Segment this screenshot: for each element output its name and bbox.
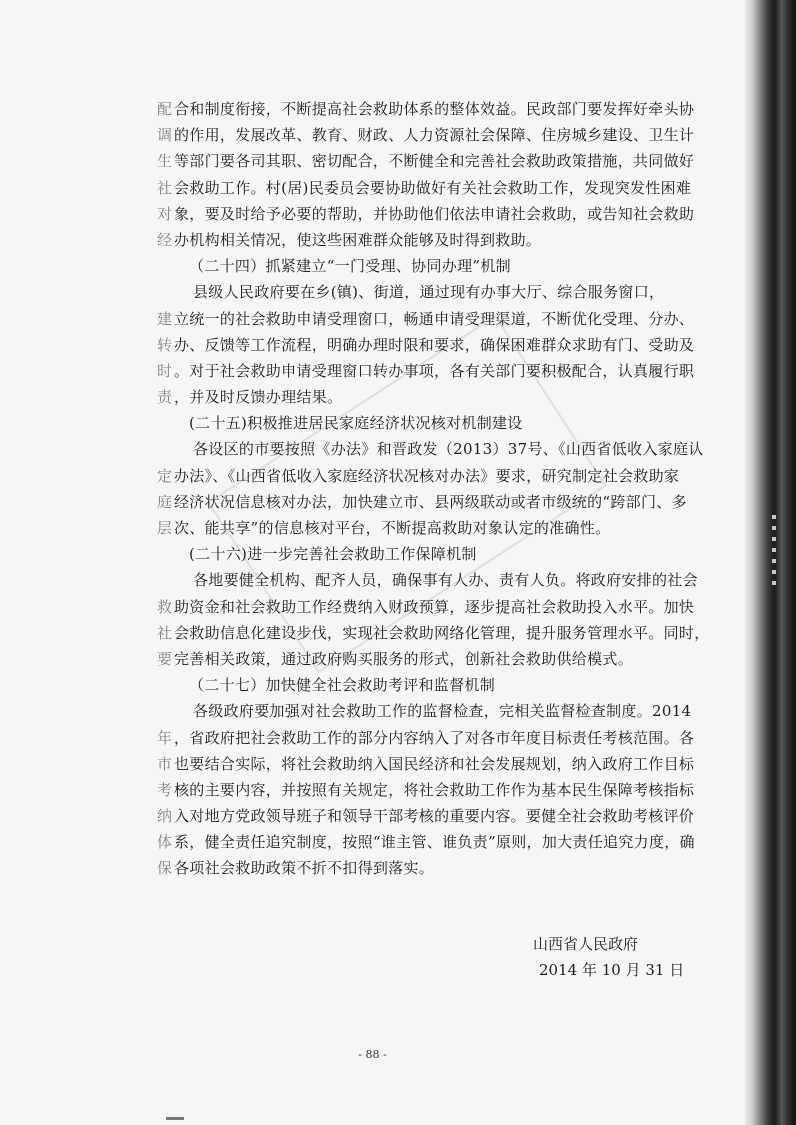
body-line [157, 855, 729, 881]
line-text: 各项社会救助政策不折不扣得到落实。 [174, 859, 435, 878]
line-text: 。对于社会救助申请受理窗口转办事项，各有关部门要积极配合，认真履行职 [174, 361, 695, 380]
body-line [157, 96, 729, 122]
body-line [157, 567, 729, 593]
line-text: 等部门要各司其职、密切配合，不断健全和完善社会救助政策措施，共同做好 [174, 152, 695, 171]
cropped-line-start: 转 [157, 335, 173, 354]
line-text: 经济状况信息核对办法，加快建立市、县两级联动或者市级统的“跨部门、多 [174, 492, 687, 511]
line-text: 象，要及时给予必要的帮助，并协助他们依法申请社会救助，或告知社会救助 [174, 204, 695, 223]
cropped-line-start: 经 [157, 230, 173, 249]
body-line [157, 594, 729, 620]
cropped-line-start: 时 [157, 361, 173, 380]
line-text: 各地要健全机构、配齐人员，确保事有人办、责有人负。将政府安排的社会 [193, 571, 698, 590]
line-text: 会救助工作。村(居)民委员会要协助做好有关社会救助工作，发现突发性困难 [174, 178, 692, 197]
cropped-line-start: 保 [157, 859, 173, 878]
cropped-line-start: 市 [157, 754, 173, 773]
body-line [157, 803, 729, 829]
document-body [157, 96, 729, 882]
body-line [157, 725, 729, 751]
cropped-line-start: 定 [157, 466, 173, 485]
cropped-line-start: 生 [157, 152, 173, 171]
cropped-line-start: 要 [157, 649, 173, 668]
cropped-line-start: 体 [157, 833, 173, 852]
cropped-line-start: 社 [157, 178, 173, 197]
cropped-line-start: 层 [157, 519, 173, 537]
body-line [157, 463, 729, 489]
line-text: 核的主要内容，并按照有关规定，将社会救助工作作为基本民生保障考核指标 [174, 780, 695, 799]
body-line [157, 358, 729, 384]
line-text: (二十五)积极推进居民家庭经济状况核对机制建设 [189, 414, 523, 433]
body-line [157, 279, 729, 305]
body-line [157, 646, 729, 672]
section-heading [157, 410, 729, 436]
body-line [157, 384, 729, 410]
line-text: 各设区的市要按照《办法》和晋政发（2013）37号、《山西省低收入家庭认 [193, 440, 704, 459]
section-heading [157, 672, 729, 698]
body-line [157, 306, 729, 332]
body-line [157, 332, 729, 358]
line-text: 办、反馈等工作流程，明确办理时限和要求，确保困难群众求助有门、受助及 [174, 335, 695, 354]
line-text: 次、能共享”的信息核对平台，不断提高救助对象认定的准确性。 [174, 519, 611, 537]
body-line [157, 698, 729, 724]
line-text: 办法》、《山西省低收入家庭经济状况核对办法》要求，研究制定社会救助家 [174, 466, 680, 485]
body-line [157, 829, 729, 855]
line-text: 的作用，发展改革、教育、财政、人力资源社会保障、住房城乡建设、卫生计 [174, 126, 695, 145]
cropped-line-start: 社 [157, 623, 173, 642]
line-text: 完善相关政策，通过政府购买服务的形式，创新社会救助供给模式。 [174, 649, 634, 668]
cropped-line-start: 庭 [157, 492, 173, 511]
line-text: 会救助信息化建设步伐，实现社会救助网络化管理，提升服务管理水平。同时， [174, 623, 710, 642]
cropped-line-start: 纳 [157, 807, 173, 826]
body-line [157, 201, 729, 227]
cropped-line-start: 责 [157, 388, 173, 407]
cropped-line-start: 配 [157, 100, 173, 118]
cropped-line-start: 调 [157, 126, 173, 145]
line-text: 系，健全责任追究制度，按照“谁主管、谁负责”原则，加大责任追究力度，确 [174, 833, 695, 852]
scan-artifact-mark [166, 1117, 184, 1120]
binding-spine-shadow [745, 0, 796, 1125]
body-line [157, 620, 729, 646]
line-text: 立统一的社会救助申请受理窗口，畅通申请受理渠道，不断优化受理、分办、 [174, 309, 695, 328]
body-line [157, 227, 729, 253]
cropped-line-start: 对 [157, 204, 173, 223]
line-text: 也要结合实际，将社会救助纳入国民经济和社会发展规划，纳入政府工作目标 [174, 754, 695, 773]
issuer-name: 山西省人民政府 [533, 935, 639, 953]
body-line [157, 751, 729, 777]
body-line [157, 489, 729, 515]
line-text: 入对地方党政领导班子和领导干部考核的重要内容。要健全社会救助考核评价 [174, 807, 695, 826]
line-text: 各级政府要加强对社会救助工作的监督检查，完相关监督检查制度。2014 [193, 702, 692, 721]
line-text: ，省政府把社会救助工作的部分内容纳入了对各市年度目标责任考核范围。各 [174, 728, 695, 747]
section-heading [157, 541, 729, 567]
line-text: （二十七）加快健全社会救助考评和监督机制 [189, 676, 496, 695]
cropped-line-start: 考 [157, 780, 173, 799]
cropped-line-start: 救 [157, 597, 173, 616]
body-line [157, 515, 729, 541]
body-line [157, 148, 729, 174]
spine-scan-marks [772, 515, 776, 585]
line-text: 合和制度衔接，不断提高社会救助体系的整体效益。民政部门要发挥好牵头协 [174, 100, 695, 118]
cropped-line-start: 年 [157, 728, 173, 747]
issue-date: 2014 年 10 月 31 日 [539, 961, 685, 979]
line-text: （二十四）抓紧建立“一门受理、协同办理”机制 [189, 257, 511, 276]
body-line [157, 777, 729, 803]
line-text: 办机构相关情况，使这些困难群众能够及时得到救助。 [174, 230, 542, 249]
body-line [157, 175, 729, 201]
line-text: ，并及时反馈办理结果。 [174, 388, 343, 407]
page-number: - 88 - [358, 1048, 387, 1061]
signature-block [533, 931, 684, 983]
line-text: (二十六)进一步完善社会救助工作保障机制 [189, 545, 477, 564]
body-line [157, 436, 729, 462]
cropped-line-start: 建 [157, 309, 173, 328]
section-heading [157, 253, 729, 279]
line-text: 助资金和社会救助工作经费纳入财政预算，逐步提高社会救助投入水平。加快 [174, 597, 695, 616]
line-text: 县级人民政府要在乡(镇)、街道，通过现有办事大厅、综合服务窗口， [193, 283, 665, 302]
body-line [157, 122, 729, 148]
